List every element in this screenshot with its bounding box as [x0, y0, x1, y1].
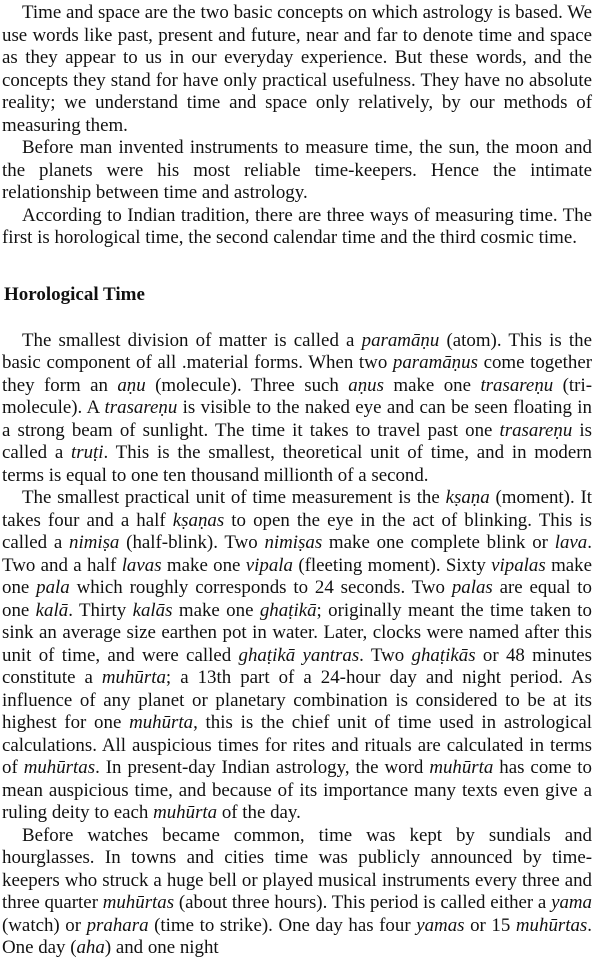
italic-term: pala [36, 577, 70, 598]
italic-term: palas [451, 577, 493, 598]
italic-term: aha [76, 937, 105, 958]
italic-term: muhūrta [153, 802, 218, 823]
italic-term: ghaṭikā yantras [238, 644, 360, 666]
italic-term: kalās [132, 599, 173, 621]
italic-term: aṇus [348, 374, 384, 396]
section-heading: Horological Time [4, 283, 145, 305]
italic-term: kalā [35, 599, 69, 621]
italic-term: paramāṇus [392, 352, 478, 373]
italic-term: prahara [86, 914, 149, 936]
paragraph-horological-2: The smallest practical unit of time measurement is the kṣaṇa (moment). It takes four and a half kṣaṇas to open the eye in the act of blinking. This is called a nimiṣa (half-blink). Two nimiṣas make one complete blink or lava. Two and a half lavas make one vipala (fleeting moment). Sixty vipalas make one pala which roughly corresponds to 24 seconds. Two palas are equal to one kalā. Thirty kalās make one ghaṭikā; originally meant the time taken to sink an average size earthen pot in water. Later, clocks were named after this unit of time, and were called ghaṭikā yantras. Two ghaṭikās or 48 minutes constitute a muhūrta; a 13th part of a 24-hour day and night period. As influence of any planet or planetary combination is considered to be at its highest for one muhūrta, this is the chief unit of time used in astrological calculations. All auspicious times for rites and rituals are calculated in terms of muhūrtas. In present-day Indian astrology, the word muhūrta has come to mean auspicious time, and because of its importance many texts even give a ruling deity to each muhūrta of the day. [2, 487, 593, 823]
italic-term: muhūrta [429, 757, 494, 778]
italic-term: trasareṇu [104, 397, 178, 418]
italic-term: trasareṇu [499, 419, 573, 441]
italic-term: lavas [121, 554, 162, 576]
italic-term: muhūrta [129, 712, 194, 733]
italic-term: muhūrta [101, 667, 166, 688]
italic-term: muhūrtas [23, 757, 96, 778]
italic-term: nimiṣas [264, 532, 323, 553]
italic-term: yama [551, 892, 592, 913]
italic-term: ghaṭikās [411, 644, 476, 666]
paragraph-horological-3: Before watches became common, time was kept by sundials and hourglasses. In towns and cities time was publicly announced by time-keepers who struck a huge bell or played musical instruments every three and three quarter muhūrtas (about three hours). This period is called either a yama (watch) or prahara (time to strike). One day has four yamas or 15 muhūrtas. One day (aha) and one night [2, 824, 593, 958]
italic-term: kṣaṇa [445, 487, 490, 508]
paragraph-intro-2: Before man invented instruments to measure time, the sun, the moon and the planets were his most reliable time-keepers. Hence the intimate relationship between time and astrology. [2, 137, 592, 203]
italic-term: yamas [416, 914, 465, 936]
italic-term: aṇu [117, 374, 146, 396]
italic-term: paramāṇu [361, 329, 440, 351]
italic-term: muhūrtas [515, 914, 588, 936]
italic-term: ghaṭikā [259, 599, 317, 621]
paragraph-intro-3: According to Indian tradition, there are three ways of measuring time. The first is horological time, the second calendar time and the third cosmic time. [2, 204, 592, 248]
italic-term: nimiṣa [69, 532, 120, 553]
italic-term: vipala [245, 554, 293, 576]
italic-term: vipalas [491, 554, 546, 576]
italic-term: trasareṇu [480, 374, 554, 396]
italic-term: truṭi [71, 442, 104, 463]
paragraph-horological-1: The smallest division of matter is called a paramāṇu (atom). This is the basic component of all .material forms. When two paramāṇus come together they form an aṇu (molecule). Three such aṇus make one trasareṇu (tri-molecule). A trasareṇu is visible to the naked eye and can be seen floating in a strong beam of sunlight. The time it takes to travel past one trasareṇu is called a truṭi. This is the smallest, theoretical unit of time, and in modern terms is equal to one ten thousand millionth of a second. [2, 329, 593, 486]
italic-term: muhūrtas [102, 892, 175, 913]
italic-term: kṣaṇas [172, 509, 225, 531]
italic-term: lava [554, 532, 588, 553]
paragraph-intro-1: Time and space are the two basic concepts on which astrology is based. We use words like past, present and future, near and far to denote time and space as they appear to us in our everyday experience. But these words, and the concepts they stand for have only practical usefulness. They have no absolute reality; we understand time and space only relatively, by our methods of measuring them. [2, 2, 592, 136]
